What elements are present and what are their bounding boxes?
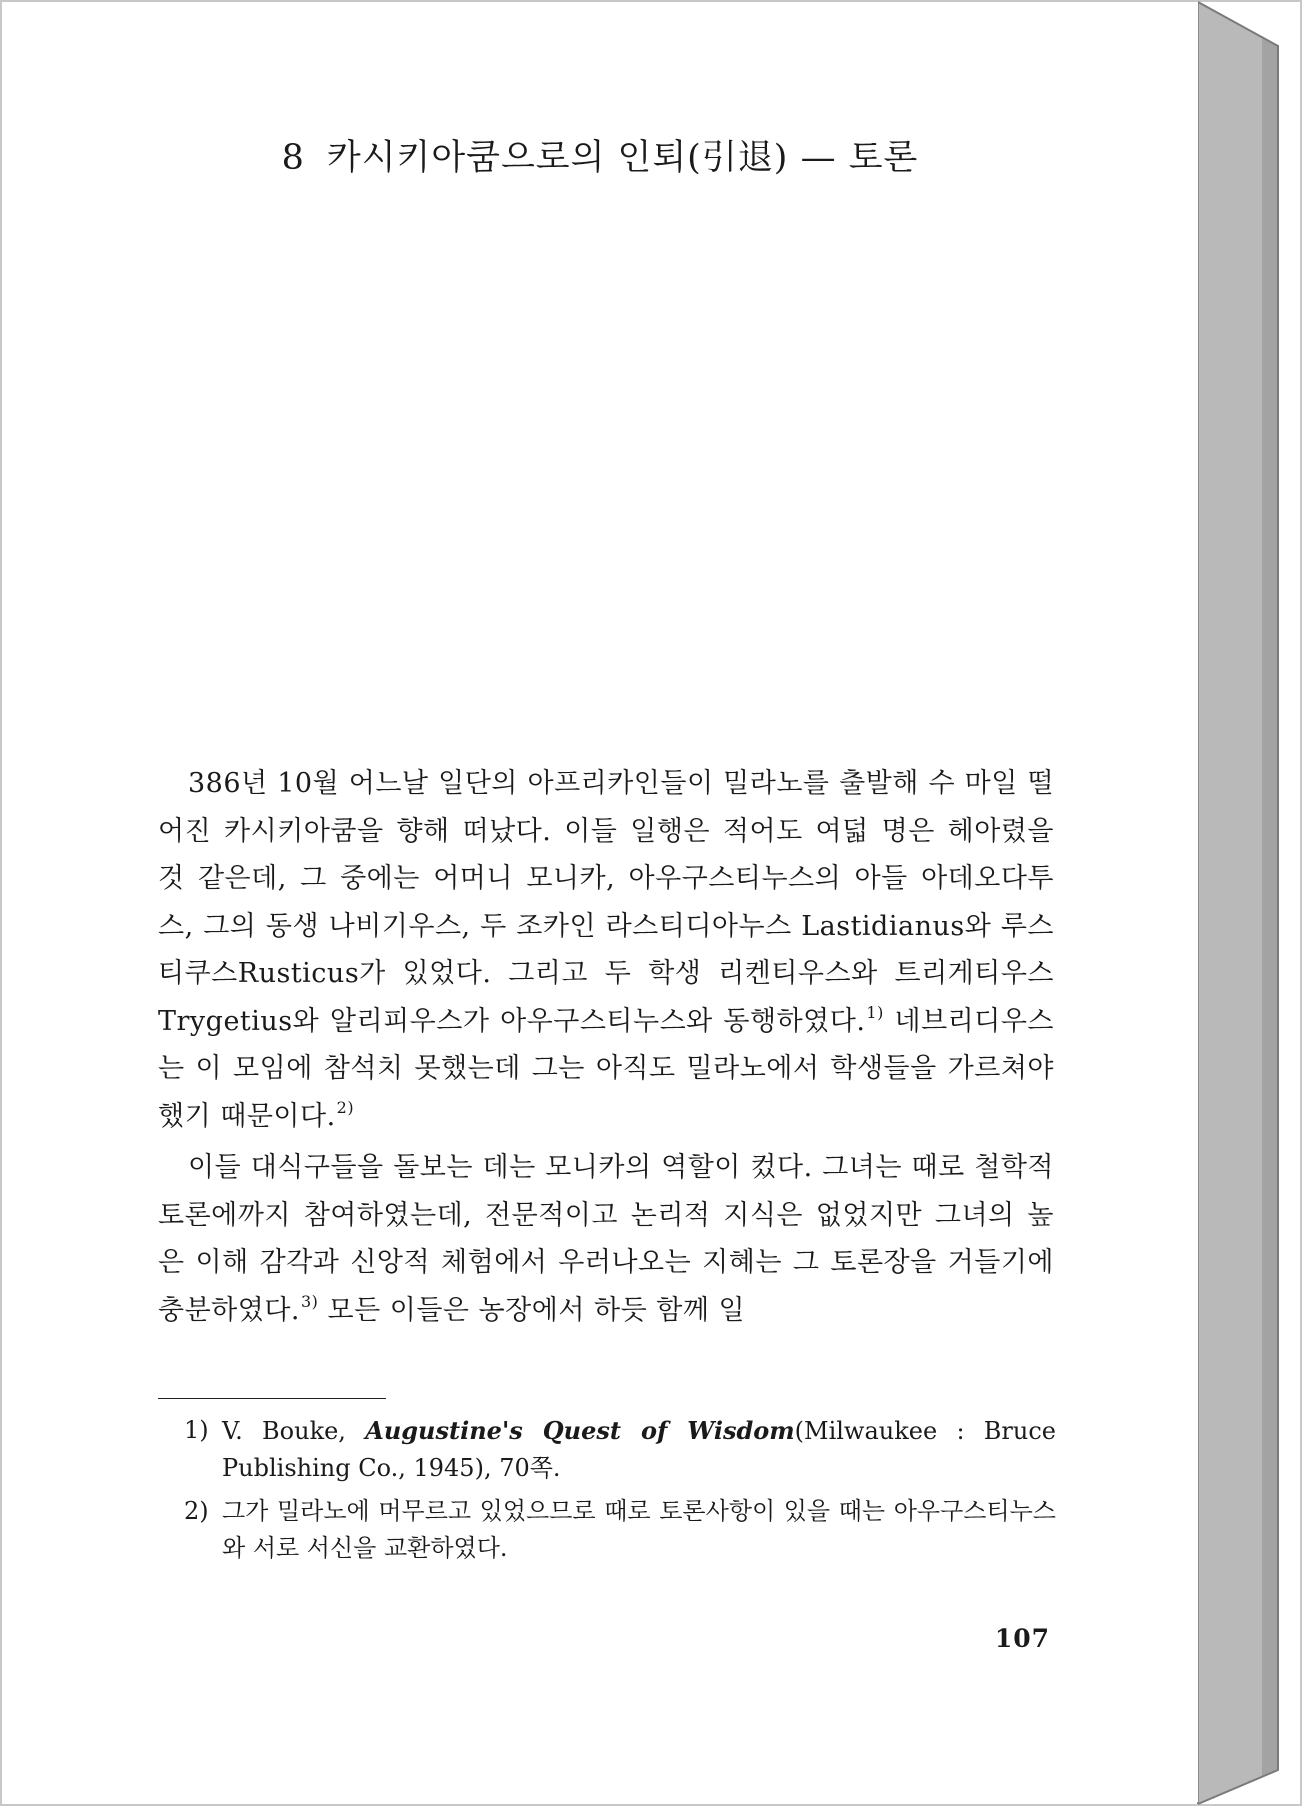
footnote-ref: 1) [866,1002,884,1022]
paragraph-text: 386년 10월 어느날 일단의 아프리카인들이 밀라노를 출발해 수 마일 떨어진 카시키아쿰을 향해 떠났다. 이들 일행은 적어도 여덟 명은 헤아렸을 것 같은데, 그 중에는 어머니 모니카, 아우구스티누스의 아들 아데오다투스, 그의 동생 나비기우스, 두 조카인 라스티디아누스 Lastidianus와 루스티쿠스Rusticus가 있었다. 그리고 두 학생 리켄티우스와 트리게티우스Trygetius와 알리피우스가 아우구스티누스와 동행하였다. [158,768,1054,1037]
paragraph-text: 이들 대식구들을 돌보는 데는 모니카의 역할이 컸다. 그녀는 때로 철학적 토론에까지 참여하였는데, 전문적이고 논리적 지식은 없었지만 그녀의 높은 이해 감각과 신앙적 체험에서 우러나오는 지혜는 그 토론장을 거들기에 충분하였다. [158,1152,1054,1326]
page-number: 107 [994,1624,1050,1653]
paragraph [158,760,1054,1140]
footnote [184,1412,1056,1487]
chapter-number: 8 [281,138,305,178]
footnote-book-title: Augustine's Quest of Wisdom [365,1416,795,1445]
chapter-title [2,130,1198,180]
footnote [184,1493,1056,1567]
paragraph [158,1144,1054,1334]
paragraph-text: 네브리디우스는 이 모임에 참석치 못했는데 그는 아직도 밀라노에서 학생들을 가르쳐야 했기 때문이다. [158,1005,1054,1132]
chapter-heading: 카시키아쿰으로의 인퇴(引退) — 토론 [326,138,919,178]
footnote-ref: 2) [336,1097,355,1117]
paragraph-text: 모든 이들은 농장에서 하듯 함께 일 [318,1294,746,1326]
footnote-divider [158,1398,386,1399]
footnote-author: V. Bouke, [222,1417,346,1445]
body-text [158,760,1054,1334]
footnotes [184,1412,1056,1573]
footnote-text: 그가 밀라노에 머무르고 있었으므로 때로 토론사항이 있을 때는 아우구스티누스와 서로 서신을 교환하였다. [222,1497,1056,1562]
footnote-mark: 2) [184,1497,209,1525]
footnote-mark: 1) [184,1416,209,1444]
footnote-ref: 3) [301,1291,319,1311]
footnote-text [222,1412,1056,1487]
footnote-rest: (Milwaukee : Bruce Publishing Co., 1945), 70쪽. [222,1417,1056,1482]
